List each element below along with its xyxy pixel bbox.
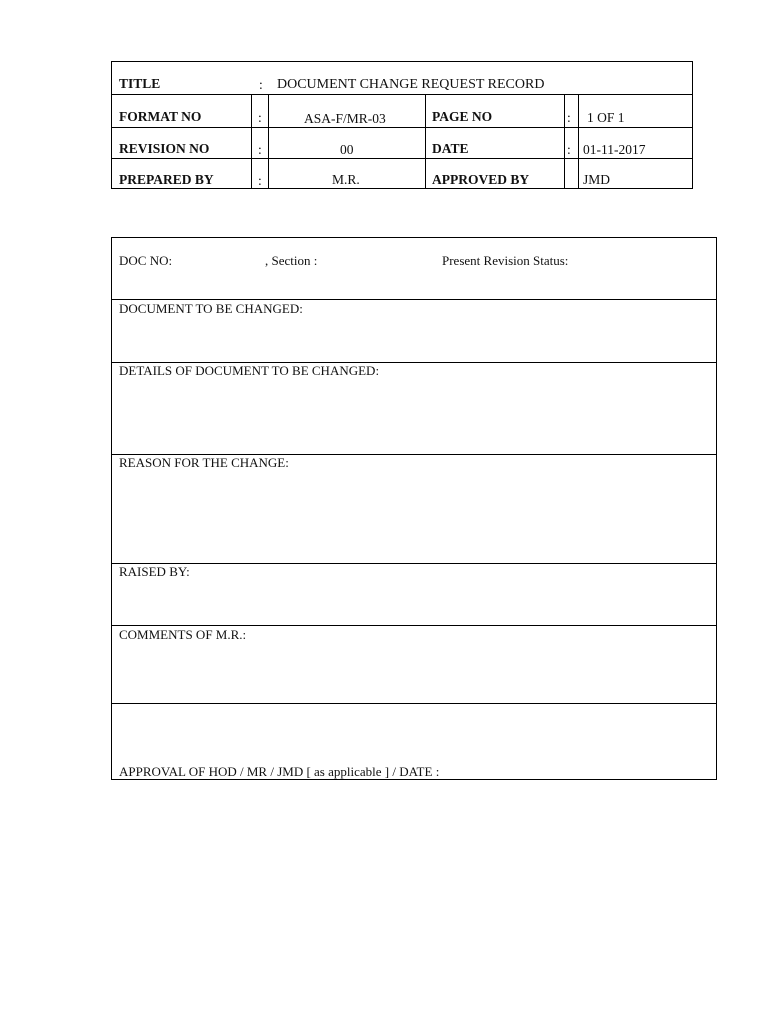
doc-info-section <box>112 238 716 300</box>
approved-value: JMD <box>583 172 611 187</box>
title-label: TITLE <box>119 76 161 91</box>
doc-no-label: DOC NO: <box>119 253 173 268</box>
raised-by-section <box>112 564 716 626</box>
format-value: ASA-F/MR-03 <box>304 111 386 126</box>
revision-value: 00 <box>340 142 354 157</box>
prepared-colon: : <box>258 173 262 188</box>
date-label: DATE <box>432 141 469 156</box>
details-label: DETAILS OF DOCUMENT TO BE CHANGED: <box>119 363 380 378</box>
approval-label: APPROVAL OF HOD / MR / JMD [ as applicable ] / DATE : <box>119 764 440 779</box>
title-value: DOCUMENT CHANGE REQUEST RECORD <box>277 77 545 92</box>
reason-label: REASON FOR THE CHANGE: <box>119 455 289 470</box>
date-value: 01-11-2017 <box>583 142 646 157</box>
page-colon: : <box>567 110 571 125</box>
revision-label: REVISION NO <box>119 141 210 156</box>
reason-section <box>112 455 716 564</box>
document-header-table <box>111 61 693 189</box>
format-label: FORMAT NO <box>119 109 202 124</box>
format-colon: : <box>258 110 262 125</box>
comments-section <box>112 626 716 704</box>
change-request-form <box>111 237 717 780</box>
revision-colon: : <box>258 142 262 157</box>
document-to-change-label: DOCUMENT TO BE CHANGED: <box>119 301 303 316</box>
prepared-row <box>112 159 692 189</box>
revision-row <box>112 128 692 159</box>
title-colon: : <box>259 77 263 92</box>
prepared-value: M.R. <box>332 172 360 187</box>
page-value: 1 OF 1 <box>587 110 625 125</box>
details-section <box>112 363 716 455</box>
section-label: , Section : <box>265 253 318 268</box>
comments-label: COMMENTS OF M.R.: <box>119 627 247 642</box>
revision-status-label: Present Revision Status: <box>442 253 569 268</box>
prepared-label: PREPARED BY <box>119 172 214 187</box>
approval-section <box>112 704 716 780</box>
approved-label: APPROVED BY <box>432 172 530 187</box>
title-row <box>112 62 692 95</box>
page-label: PAGE NO <box>432 109 493 124</box>
document-to-change-section <box>112 300 716 363</box>
date-colon: : <box>567 142 571 157</box>
raised-by-label: RAISED BY: <box>119 564 190 579</box>
format-row <box>112 95 692 128</box>
